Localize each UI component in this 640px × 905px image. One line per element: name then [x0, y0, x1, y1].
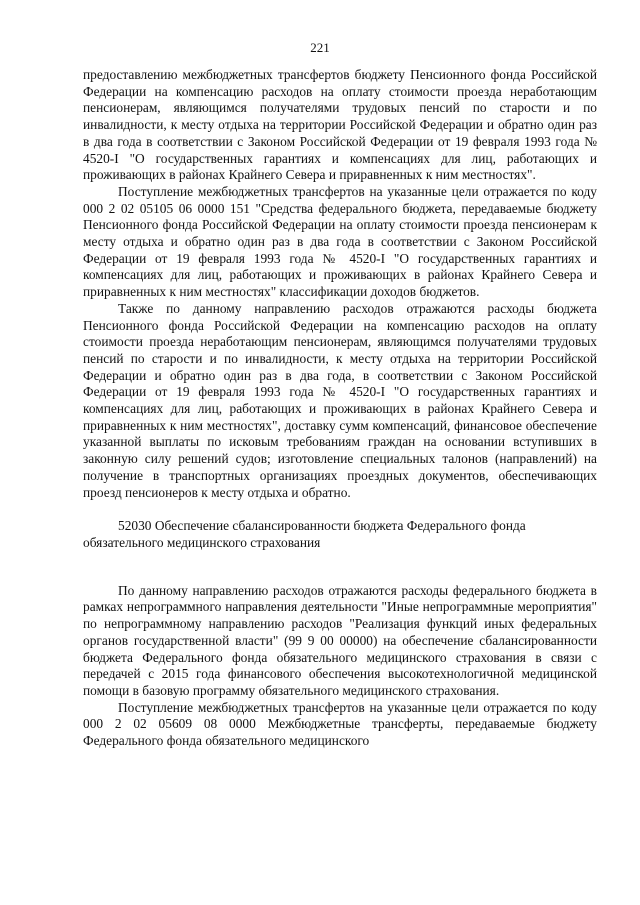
page-number: 221 — [310, 40, 330, 55]
document-body — [83, 67, 597, 750]
section-heading: 52030 Обеспечение сбалансированности бюджета Федерального фонда обязательного медицинского страхования — [83, 518, 526, 550]
spacer — [83, 552, 597, 583]
paragraph-additional-expenses: Также по данному направлению расходов отражаются расходы бюджета Пенсионного фонда Российской Федерации на компенсацию расходов на оплату стоимости проезда неработающим пенсионерам, являющимся получателями трудовых пенсий по старости и по инвалидности, к месту отдыха на территории Российской Федерации и обратно один раз в два года, в соответствии с Законом Российской Федерации от 19 февраля 1993 года № 4520-I "О государственных гарантиях и компенсациях для лиц, работающих и проживающих в районах Крайнего Севера и приравненных к ним местностях", доставку сумм компенсаций, финансовое обеспечение указанной выплаты по исковым требованиям граждан на основании вступивших в законную силу решений судов; изготовление специальных талонов (направлений) на получение в транспортных организациях проездных документов, обеспечивающих проезд пенсионеров к месту отдыха и обратно. — [83, 300, 597, 500]
paragraph-federal-budget-expenses: По данному направлению расходов отражаются расходы федерального бюджета в рамках непрограммного направления деятельности "Иные непрограммные мероприятия" по непрограммному направлению расходов "Реализация функций иных федеральных органов государственной власти" (99 9 00 00000) на обеспечение сбалансированности бюджета Федерального фонда обязательного медицинского страхования в связи с передачей с 2015 года финансового обеспечения высокотехнологичной медицинской помощи в базовую программу обязательного медицинского страхования. — [83, 582, 597, 698]
paragraph-continuation: предоставлению межбюджетных трансфертов бюджету Пенсионного фонда Российской Федерации на компенсацию расходов на оплату стоимости проезда неработающим пенсионерам, являющимся получателями трудовых пенсий по старости и по инвалидности, к месту отдыха на территории Российской Федерации и обратно один раз в два года в соответствии с Законом Российской Федерации от 19 февраля 1993 года № 4520-I "О государственных гарантиях и компенсациях для лиц, работающих и проживающих в районах Крайнего Севера и приравненных к ним местностях". — [83, 67, 597, 183]
spacer — [83, 501, 597, 518]
paragraph-receipt-code-pension: Поступление межбюджетных трансфертов на указанные цели отражается по коду 000 2 02 05105 06 0000 151 "Средства федерального бюджета, передаваемые бюджету Пенсионного фонда Российской Федерации на оплату стоимости проезда пенсионерам к месту отдыха и обратно один раз в два года в соответствии с Законом Российской Федерации от 19 февраля 1993 года № 4520-I "О государственных гарантиях и компенсациях для лиц, работающих и проживающих в районах Крайнего Севера и приравненных к ним местностях" классификации доходов бюджетов. — [83, 183, 597, 300]
paragraph-receipt-code-medical: Поступление межбюджетных трансфертов на указанные цели отражается по коду 000 2 02 05609 08 0000 Межбюджетные трансферты, передаваемые бюджету Федерального фонда обязательного медицинского — [83, 699, 597, 749]
